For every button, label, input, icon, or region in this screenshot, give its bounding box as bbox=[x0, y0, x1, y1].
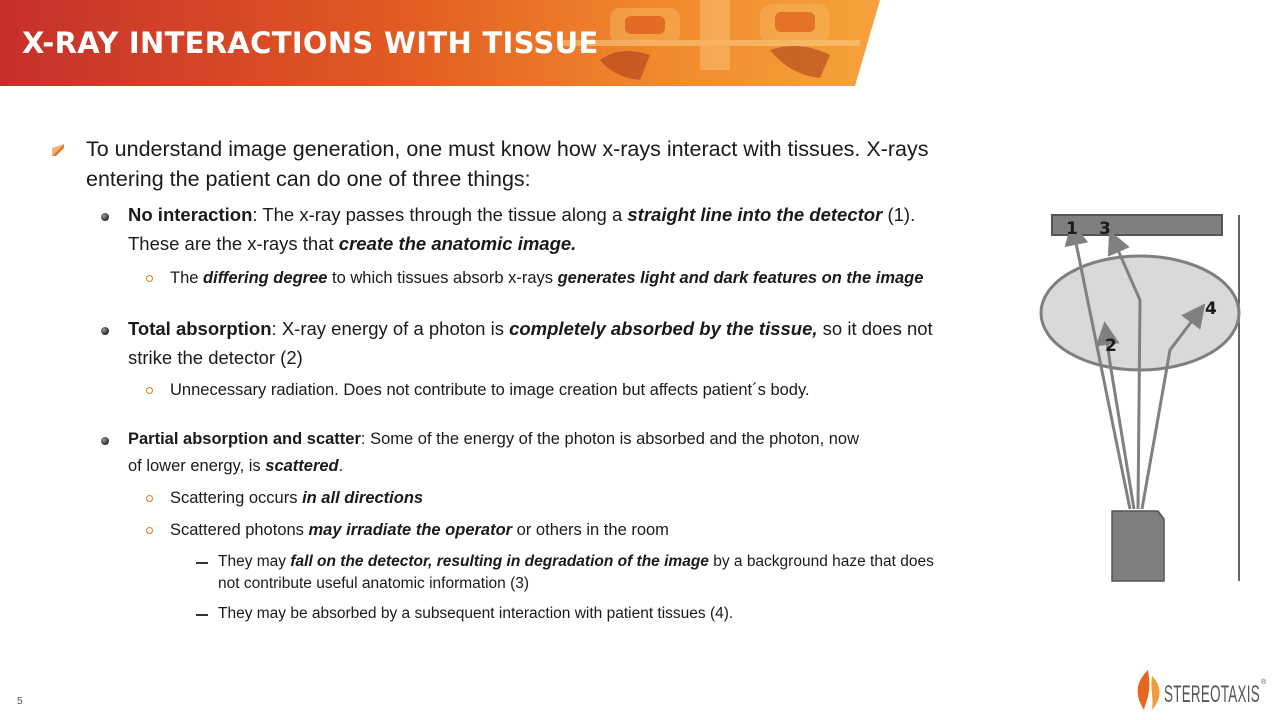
sub-item-differing-degree bbox=[170, 269, 923, 288]
item-text: These are the x-rays that bbox=[128, 233, 339, 254]
bullet-dot-icon bbox=[101, 437, 109, 445]
subsub-text: by a background haze that does bbox=[708, 553, 934, 570]
item-emphasis: straight line into the detector bbox=[627, 204, 883, 225]
item-text: so it does not bbox=[817, 318, 933, 339]
sub-text: Scattering occurs bbox=[170, 489, 303, 507]
logo-wordmark: STEREOTAXIS bbox=[1164, 681, 1260, 708]
sub-emphasis: differing degree bbox=[203, 269, 328, 287]
item-text: : X-ray energy of a photon is bbox=[271, 318, 510, 339]
bullet-dot-icon bbox=[101, 213, 109, 221]
page-number: 5 bbox=[17, 696, 23, 707]
stereotaxis-logo bbox=[1132, 668, 1272, 714]
header-banner bbox=[0, 0, 880, 86]
intro-line-2: entering the patient can do one of three things: bbox=[86, 167, 531, 191]
sub-emphasis: may irradiate the operator bbox=[308, 521, 513, 539]
dash-bullet-icon bbox=[196, 614, 208, 616]
sub-bullet-ring-icon bbox=[146, 527, 153, 534]
bullet-dot-icon bbox=[101, 327, 109, 335]
subsub-item-detector-line-2: not contribute useful anatomic information (3) bbox=[218, 575, 530, 592]
item-term: Partial absorption and scatter bbox=[128, 430, 361, 448]
item-text: of lower energy, is bbox=[128, 457, 266, 475]
sub-bullet-ring-icon bbox=[146, 387, 153, 394]
item-partial-absorption-line-2 bbox=[128, 457, 343, 476]
item-text: : Some of the energy of the photon is absorbed and the photon, now bbox=[360, 430, 860, 448]
item-partial-absorption bbox=[128, 430, 859, 449]
item-text: (1). bbox=[882, 204, 916, 225]
subsub-emphasis: fall on the detector, resulting in degradation of the image bbox=[290, 553, 709, 570]
sub-text: or others in the room bbox=[512, 521, 669, 539]
item-emphasis: scattered bbox=[265, 457, 339, 475]
sub-item-scattering bbox=[170, 489, 423, 508]
orange-triangle-bullet-icon bbox=[52, 144, 64, 156]
item-text: . bbox=[338, 457, 344, 475]
item-total-absorption bbox=[128, 318, 933, 340]
sub-text: to which tissues absorb x-rays bbox=[327, 269, 558, 287]
item-text: : The x-ray passes through the tissue along a bbox=[252, 204, 628, 225]
item-no-interaction-line-2 bbox=[128, 233, 576, 255]
subsub-item-detector bbox=[218, 553, 934, 571]
subsub-text: They may bbox=[218, 553, 291, 570]
diagram-label-1: 1 bbox=[1066, 219, 1078, 239]
sub-item-scattered-photons bbox=[170, 521, 669, 540]
dash-bullet-icon bbox=[196, 562, 208, 564]
sub-text: The bbox=[170, 269, 204, 287]
xray-source-tube bbox=[1112, 511, 1164, 581]
item-emphasis: create the anatomic image. bbox=[338, 233, 577, 254]
sub-item-unnecessary-radiation: Unnecessary radiation. Does not contribute to image creation but affects patient´s body. bbox=[170, 381, 810, 399]
sub-bullet-ring-icon bbox=[146, 495, 153, 502]
item-no-interaction bbox=[128, 204, 915, 226]
intro-line-1: To understand image generation, one must know how x-rays interact with tissues. X-rays bbox=[86, 137, 929, 161]
item-term: Total absorption bbox=[128, 318, 272, 339]
diagram-label-4: 4 bbox=[1205, 299, 1217, 319]
sub-emphasis: generates light and dark features on the image bbox=[557, 269, 924, 287]
sub-emphasis: in all directions bbox=[302, 489, 424, 507]
item-term: No interaction bbox=[128, 204, 253, 225]
diagram-label-3: 3 bbox=[1099, 219, 1111, 239]
subsub-item-absorbed: They may be absorbed by a subsequent interaction with patient tissues (4). bbox=[218, 605, 734, 622]
item-total-absorption-line-2: strike the detector (2) bbox=[128, 347, 303, 368]
diagram-label-2: 2 bbox=[1105, 336, 1117, 356]
stereotaxis-flame-icon bbox=[1138, 670, 1160, 710]
xray-interaction-diagram bbox=[1030, 205, 1250, 585]
sub-bullet-ring-icon bbox=[146, 275, 153, 282]
sub-text: Scattered photons bbox=[170, 521, 309, 539]
item-emphasis: completely absorbed by the tissue, bbox=[509, 318, 818, 339]
page-title: X-RAY INTERACTIONS WITH TISSUE bbox=[22, 26, 599, 60]
logo-registered-mark: ® bbox=[1261, 679, 1267, 686]
